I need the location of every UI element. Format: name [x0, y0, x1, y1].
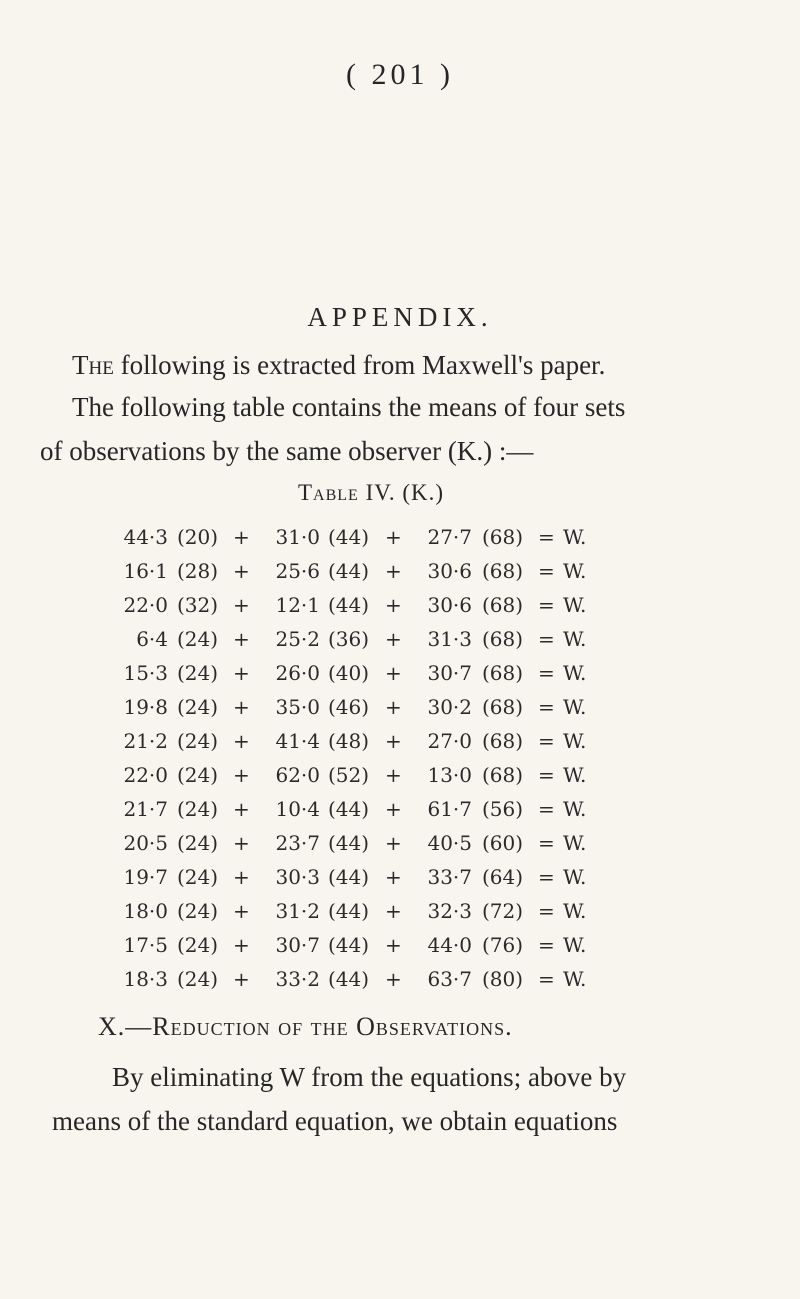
- weight-cell: (28): [177, 559, 219, 583]
- equals-sign: =: [538, 967, 555, 991]
- plus-sign: +: [385, 797, 402, 821]
- value-cell: 31·2: [275, 899, 320, 923]
- weight-cell: (48): [328, 729, 370, 753]
- value-cell: 31·0: [275, 525, 320, 549]
- paragraph-line: The following table contains the means of four sets: [72, 392, 626, 422]
- result-cell: W.: [563, 899, 587, 923]
- value-cell: 44·0: [427, 933, 472, 957]
- plus-sign: +: [233, 865, 250, 889]
- weight-cell: (68): [482, 763, 524, 787]
- value-cell: 26·0: [275, 661, 320, 685]
- value-cell: 23·7: [275, 831, 320, 855]
- value-cell: 30·7: [275, 933, 320, 957]
- page-number: ( 201 ): [346, 58, 454, 91]
- result-cell: W.: [563, 933, 587, 957]
- value-cell: 35·0: [275, 695, 320, 719]
- result-cell: W.: [563, 967, 587, 991]
- intro-paragraph: [72, 343, 772, 387]
- weight-cell: (40): [328, 661, 370, 685]
- paragraph-line: By eliminating W from the equations; above by: [112, 1062, 627, 1092]
- equals-sign: =: [538, 729, 555, 753]
- plus-sign: +: [385, 525, 402, 549]
- value-cell: 33·2: [275, 967, 320, 991]
- plus-sign: +: [385, 559, 402, 583]
- equals-sign: =: [538, 797, 555, 821]
- table-title: [298, 480, 444, 506]
- plus-sign: +: [233, 797, 250, 821]
- value-cell: 20·5: [123, 831, 168, 855]
- intro-text: following is extracted from Maxwell's paper.: [113, 350, 606, 380]
- intro-lead-word: The: [72, 350, 114, 380]
- weight-cell: (24): [177, 831, 219, 855]
- value-cell: 30·7: [427, 661, 472, 685]
- value-cell: 30·2: [427, 695, 472, 719]
- plus-sign: +: [233, 899, 250, 923]
- plus-sign: +: [233, 763, 250, 787]
- value-cell: 27·7: [427, 525, 472, 549]
- value-cell: 40·5: [427, 831, 472, 855]
- weight-cell: (46): [328, 695, 370, 719]
- value-cell: 41·4: [275, 729, 320, 753]
- result-cell: W.: [563, 661, 587, 685]
- weight-cell: (24): [177, 695, 219, 719]
- plus-sign: +: [385, 695, 402, 719]
- weight-cell: (24): [177, 797, 219, 821]
- weight-cell: (68): [482, 627, 524, 651]
- body-paragraph: [52, 1055, 772, 1143]
- value-cell: 21·2: [123, 729, 168, 753]
- weight-cell: (52): [328, 763, 370, 787]
- equals-sign: =: [538, 831, 555, 855]
- value-cell: 22·0: [123, 593, 168, 617]
- equals-sign: =: [538, 661, 555, 685]
- plus-sign: +: [233, 661, 250, 685]
- paragraph-line: of observations by the same observer (K.) :—: [40, 436, 534, 466]
- weight-cell: (64): [482, 865, 524, 889]
- plus-sign: +: [233, 627, 250, 651]
- appendix-heading: APPENDIX.: [307, 302, 493, 332]
- plus-sign: +: [385, 729, 402, 753]
- value-cell: 62·0: [275, 763, 320, 787]
- value-cell: 19·8: [123, 695, 168, 719]
- equals-sign: =: [538, 593, 555, 617]
- section-number: X.—: [98, 1012, 153, 1041]
- result-cell: W.: [563, 729, 587, 753]
- weight-cell: (68): [482, 661, 524, 685]
- weight-cell: (44): [328, 933, 370, 957]
- weight-cell: (44): [328, 593, 370, 617]
- weight-cell: (36): [328, 627, 370, 651]
- plus-sign: +: [385, 593, 402, 617]
- value-cell: 10·4: [275, 797, 320, 821]
- plus-sign: +: [233, 729, 250, 753]
- value-cell: 32·3: [427, 899, 472, 923]
- value-cell: 31·3: [427, 627, 472, 651]
- result-cell: W.: [563, 865, 587, 889]
- plus-sign: +: [233, 525, 250, 549]
- value-cell: 44·3: [123, 525, 168, 549]
- plus-sign: +: [233, 933, 250, 957]
- value-cell: 30·3: [275, 865, 320, 889]
- weight-cell: (32): [177, 593, 219, 617]
- equals-sign: =: [538, 865, 555, 889]
- weight-cell: (56): [482, 797, 524, 821]
- weight-cell: (44): [328, 797, 370, 821]
- equals-sign: =: [538, 763, 555, 787]
- value-cell: 18·3: [123, 967, 168, 991]
- table-title-word: Table: [298, 480, 359, 505]
- value-cell: 30·6: [427, 559, 472, 583]
- weight-cell: (68): [482, 729, 524, 753]
- weight-cell: (44): [328, 525, 370, 549]
- weight-cell: (44): [328, 559, 370, 583]
- equals-sign: =: [538, 525, 555, 549]
- equals-sign: =: [538, 627, 555, 651]
- plus-sign: +: [385, 865, 402, 889]
- plus-sign: +: [385, 627, 402, 651]
- weight-cell: (44): [328, 865, 370, 889]
- weight-cell: (24): [177, 627, 219, 651]
- result-cell: W.: [563, 627, 587, 651]
- value-cell: 33·7: [427, 865, 472, 889]
- value-cell: 18·0: [123, 899, 168, 923]
- value-cell: 13·0: [427, 763, 472, 787]
- weight-cell: (72): [482, 899, 524, 923]
- weight-cell: (44): [328, 967, 370, 991]
- weight-cell: (44): [328, 899, 370, 923]
- weight-cell: (24): [177, 933, 219, 957]
- paragraph-line: means of the standard equation, we obtain equations: [52, 1106, 618, 1136]
- weight-cell: (80): [482, 967, 524, 991]
- weight-cell: (44): [328, 831, 370, 855]
- weight-cell: (24): [177, 763, 219, 787]
- plus-sign: +: [233, 831, 250, 855]
- weight-cell: (68): [482, 525, 524, 549]
- result-cell: W.: [563, 763, 587, 787]
- plus-sign: +: [233, 559, 250, 583]
- plus-sign: +: [233, 695, 250, 719]
- value-cell: 25·6: [275, 559, 320, 583]
- equals-sign: =: [538, 899, 555, 923]
- weight-cell: (24): [177, 899, 219, 923]
- result-cell: W.: [563, 695, 587, 719]
- weight-cell: (60): [482, 831, 524, 855]
- value-cell: 17·5: [123, 933, 168, 957]
- weight-cell: (68): [482, 593, 524, 617]
- table-title-rest: IV. (K.): [358, 480, 445, 505]
- weight-cell: (68): [482, 559, 524, 583]
- value-cell: 6·4: [136, 627, 168, 651]
- result-cell: W.: [563, 559, 587, 583]
- plus-sign: +: [233, 593, 250, 617]
- equals-sign: =: [538, 933, 555, 957]
- weight-cell: (68): [482, 695, 524, 719]
- plus-sign: +: [385, 763, 402, 787]
- value-cell: 15·3: [123, 661, 168, 685]
- table-description-paragraph: [40, 385, 772, 473]
- section-title: Reduction of the Observations.: [152, 1012, 513, 1041]
- value-cell: 25·2: [275, 627, 320, 651]
- value-cell: 61·7: [427, 797, 472, 821]
- plus-sign: +: [385, 933, 402, 957]
- value-cell: 16·1: [123, 559, 168, 583]
- equals-sign: =: [538, 695, 555, 719]
- weight-cell: (24): [177, 865, 219, 889]
- equals-sign: =: [538, 559, 555, 583]
- plus-sign: +: [385, 967, 402, 991]
- plus-sign: +: [385, 899, 402, 923]
- result-cell: W.: [563, 593, 587, 617]
- result-cell: W.: [563, 831, 587, 855]
- weight-cell: (24): [177, 661, 219, 685]
- value-cell: 12·1: [275, 593, 320, 617]
- plus-sign: +: [385, 831, 402, 855]
- weight-cell: (24): [177, 967, 219, 991]
- plus-sign: +: [385, 661, 402, 685]
- value-cell: 19·7: [123, 865, 168, 889]
- value-cell: 30·6: [427, 593, 472, 617]
- section-heading: [98, 1012, 513, 1042]
- weight-cell: (76): [482, 933, 524, 957]
- value-cell: 21·7: [123, 797, 168, 821]
- plus-sign: +: [233, 967, 250, 991]
- weight-cell: (24): [177, 729, 219, 753]
- value-cell: 63·7: [427, 967, 472, 991]
- value-cell: 22·0: [123, 763, 168, 787]
- value-cell: 27·0: [427, 729, 472, 753]
- result-cell: W.: [563, 525, 587, 549]
- result-cell: W.: [563, 797, 587, 821]
- weight-cell: (20): [177, 525, 219, 549]
